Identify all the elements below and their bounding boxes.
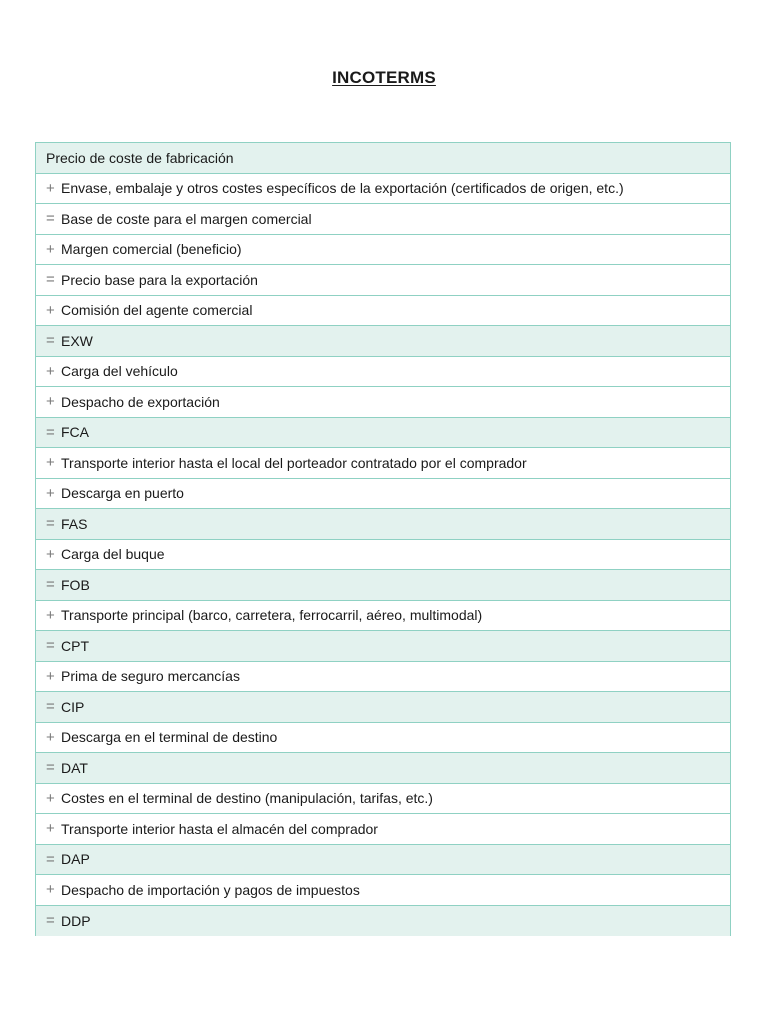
- operator-symbol: +: [46, 881, 55, 899]
- table-row: [36, 296, 730, 327]
- row-label: FOB: [61, 576, 90, 593]
- table-row: [36, 235, 730, 266]
- table-row: [36, 814, 730, 845]
- operator-symbol: =: [46, 210, 55, 228]
- table-row: [36, 509, 730, 540]
- table-row: [36, 326, 730, 357]
- table-row: [36, 387, 730, 418]
- table-row: [36, 265, 730, 296]
- table-row: [36, 753, 730, 784]
- operator-symbol: =: [46, 912, 55, 930]
- table-row: [36, 570, 730, 601]
- row-label: DAT: [61, 759, 88, 776]
- table-row: [36, 479, 730, 510]
- row-label: Descarga en puerto: [61, 485, 184, 502]
- operator-symbol: +: [46, 820, 55, 838]
- operator-symbol: +: [46, 545, 55, 563]
- table-row: [36, 845, 730, 876]
- table-row: [36, 662, 730, 693]
- document-title: INCOTERMS: [332, 68, 436, 87]
- operator-symbol: +: [46, 362, 55, 380]
- row-label: FAS: [61, 515, 88, 532]
- operator-symbol: =: [46, 332, 55, 350]
- row-label: Comisión del agente comercial: [61, 302, 253, 319]
- row-label: Transporte interior hasta el almacén del comprador: [61, 820, 378, 837]
- operator-symbol: +: [46, 728, 55, 746]
- row-label: Despacho de importación y pagos de impuestos: [61, 881, 360, 898]
- table-row: [36, 204, 730, 235]
- incoterms-cost-table: [35, 142, 731, 936]
- operator-symbol: =: [46, 698, 55, 716]
- operator-symbol: +: [46, 393, 55, 411]
- operator-symbol: +: [46, 454, 55, 472]
- row-label: Precio de coste de fabricación: [46, 149, 234, 166]
- row-label: EXW: [61, 332, 93, 349]
- row-label: Precio base para la exportación: [61, 271, 258, 288]
- row-label: Transporte principal (barco, carretera, ferrocarril, aéreo, multimodal): [61, 607, 483, 624]
- row-label: Costes en el terminal de destino (manipulación, tarifas, etc.): [61, 790, 433, 807]
- operator-symbol: =: [46, 850, 55, 868]
- row-label: Margen comercial (beneficio): [61, 241, 242, 258]
- row-label: Despacho de exportación: [61, 393, 220, 410]
- row-label: Envase, embalaje y otros costes específicos de la exportación (certificados de origen, etc.): [61, 180, 624, 197]
- table-row: [36, 418, 730, 449]
- row-label: Carga del vehículo: [61, 363, 178, 380]
- operator-symbol: =: [46, 271, 55, 289]
- table-row: [36, 448, 730, 479]
- table-row: [36, 601, 730, 632]
- operator-symbol: +: [46, 179, 55, 197]
- operator-symbol: +: [46, 789, 55, 807]
- operator-symbol: =: [46, 637, 55, 655]
- operator-symbol: +: [46, 240, 55, 258]
- table-row: [36, 906, 730, 937]
- table-row: [36, 143, 730, 174]
- table-row: [36, 357, 730, 388]
- row-label: DDP: [61, 912, 91, 929]
- table-row: [36, 692, 730, 723]
- row-label: Descarga en el terminal de destino: [61, 729, 278, 746]
- row-label: Transporte interior hasta el local del porteador contratado por el comprador: [61, 454, 527, 471]
- operator-symbol: +: [46, 301, 55, 319]
- table-row: [36, 540, 730, 571]
- row-label: FCA: [61, 424, 89, 441]
- row-label: Carga del buque: [61, 546, 165, 563]
- operator-symbol: =: [46, 515, 55, 533]
- operator-symbol: +: [46, 667, 55, 685]
- row-label: Prima de seguro mercancías: [61, 668, 240, 685]
- row-label: Base de coste para el margen comercial: [61, 210, 312, 227]
- table-row: [36, 631, 730, 662]
- row-label: CIP: [61, 698, 85, 715]
- operator-symbol: =: [46, 423, 55, 441]
- table-row: [36, 723, 730, 754]
- row-label: CPT: [61, 637, 89, 654]
- operator-symbol: +: [46, 484, 55, 502]
- table-row: [36, 174, 730, 205]
- operator-symbol: =: [46, 576, 55, 594]
- operator-symbol: +: [46, 606, 55, 624]
- table-row: [36, 784, 730, 815]
- table-row: [36, 875, 730, 906]
- row-label: DAP: [61, 851, 90, 868]
- operator-symbol: =: [46, 759, 55, 777]
